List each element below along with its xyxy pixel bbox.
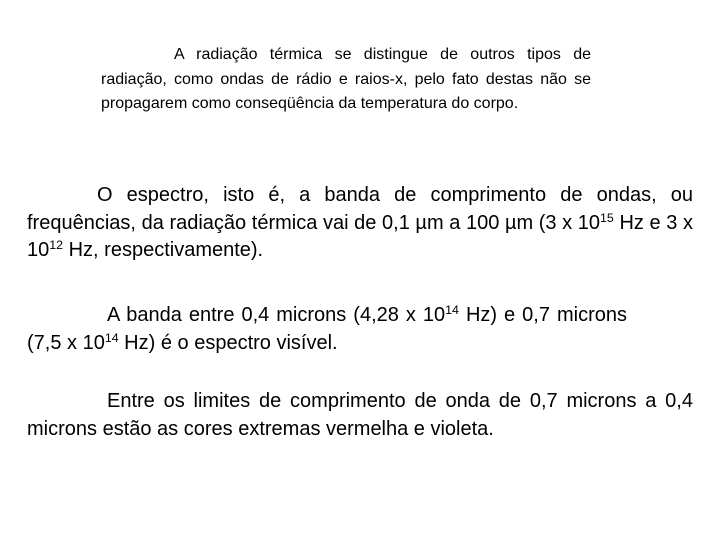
exponent: 14 — [445, 303, 459, 318]
exponent: 12 — [49, 238, 64, 253]
text-segment: A banda entre 0,4 microns (4,28 x 10 — [107, 304, 446, 326]
paragraph-text: Entre os limites de comprimento de onda de 0,7 microns a 0,4 microns estão as cores extremas vermelha e violeta. — [27, 390, 693, 440]
paragraph-visible-spectrum — [27, 302, 627, 357]
text-segment: Hz e 3 x 10 — [27, 211, 693, 261]
text-segment: Hz, respectivamente). — [63, 239, 264, 261]
paragraph-thermal-radiation-definition — [101, 43, 591, 117]
exponent: 15 — [600, 210, 614, 225]
paragraph-color-limits — [27, 388, 693, 443]
text-segment: O espectro, isto é, a banda de comprimento de ondas, ou frequências, da radiação térmica vai de 0,1 µm a 100 µm (3 x 10 — [27, 184, 693, 234]
paragraph-text: A radiação térmica se distingue de outros tipos de radiação, como ondas de rádio e raios-x, pelo fato destas não se propagarem como conseqüência da temperatura do corpo. — [101, 46, 591, 112]
text-segment: Hz) é o espectro visível. — [118, 331, 338, 354]
paragraph-spectrum-range — [27, 182, 693, 265]
exponent: 14 — [104, 330, 119, 345]
text-segment: Hz) e 0,7 microns (7,5 x 10 — [27, 304, 628, 354]
